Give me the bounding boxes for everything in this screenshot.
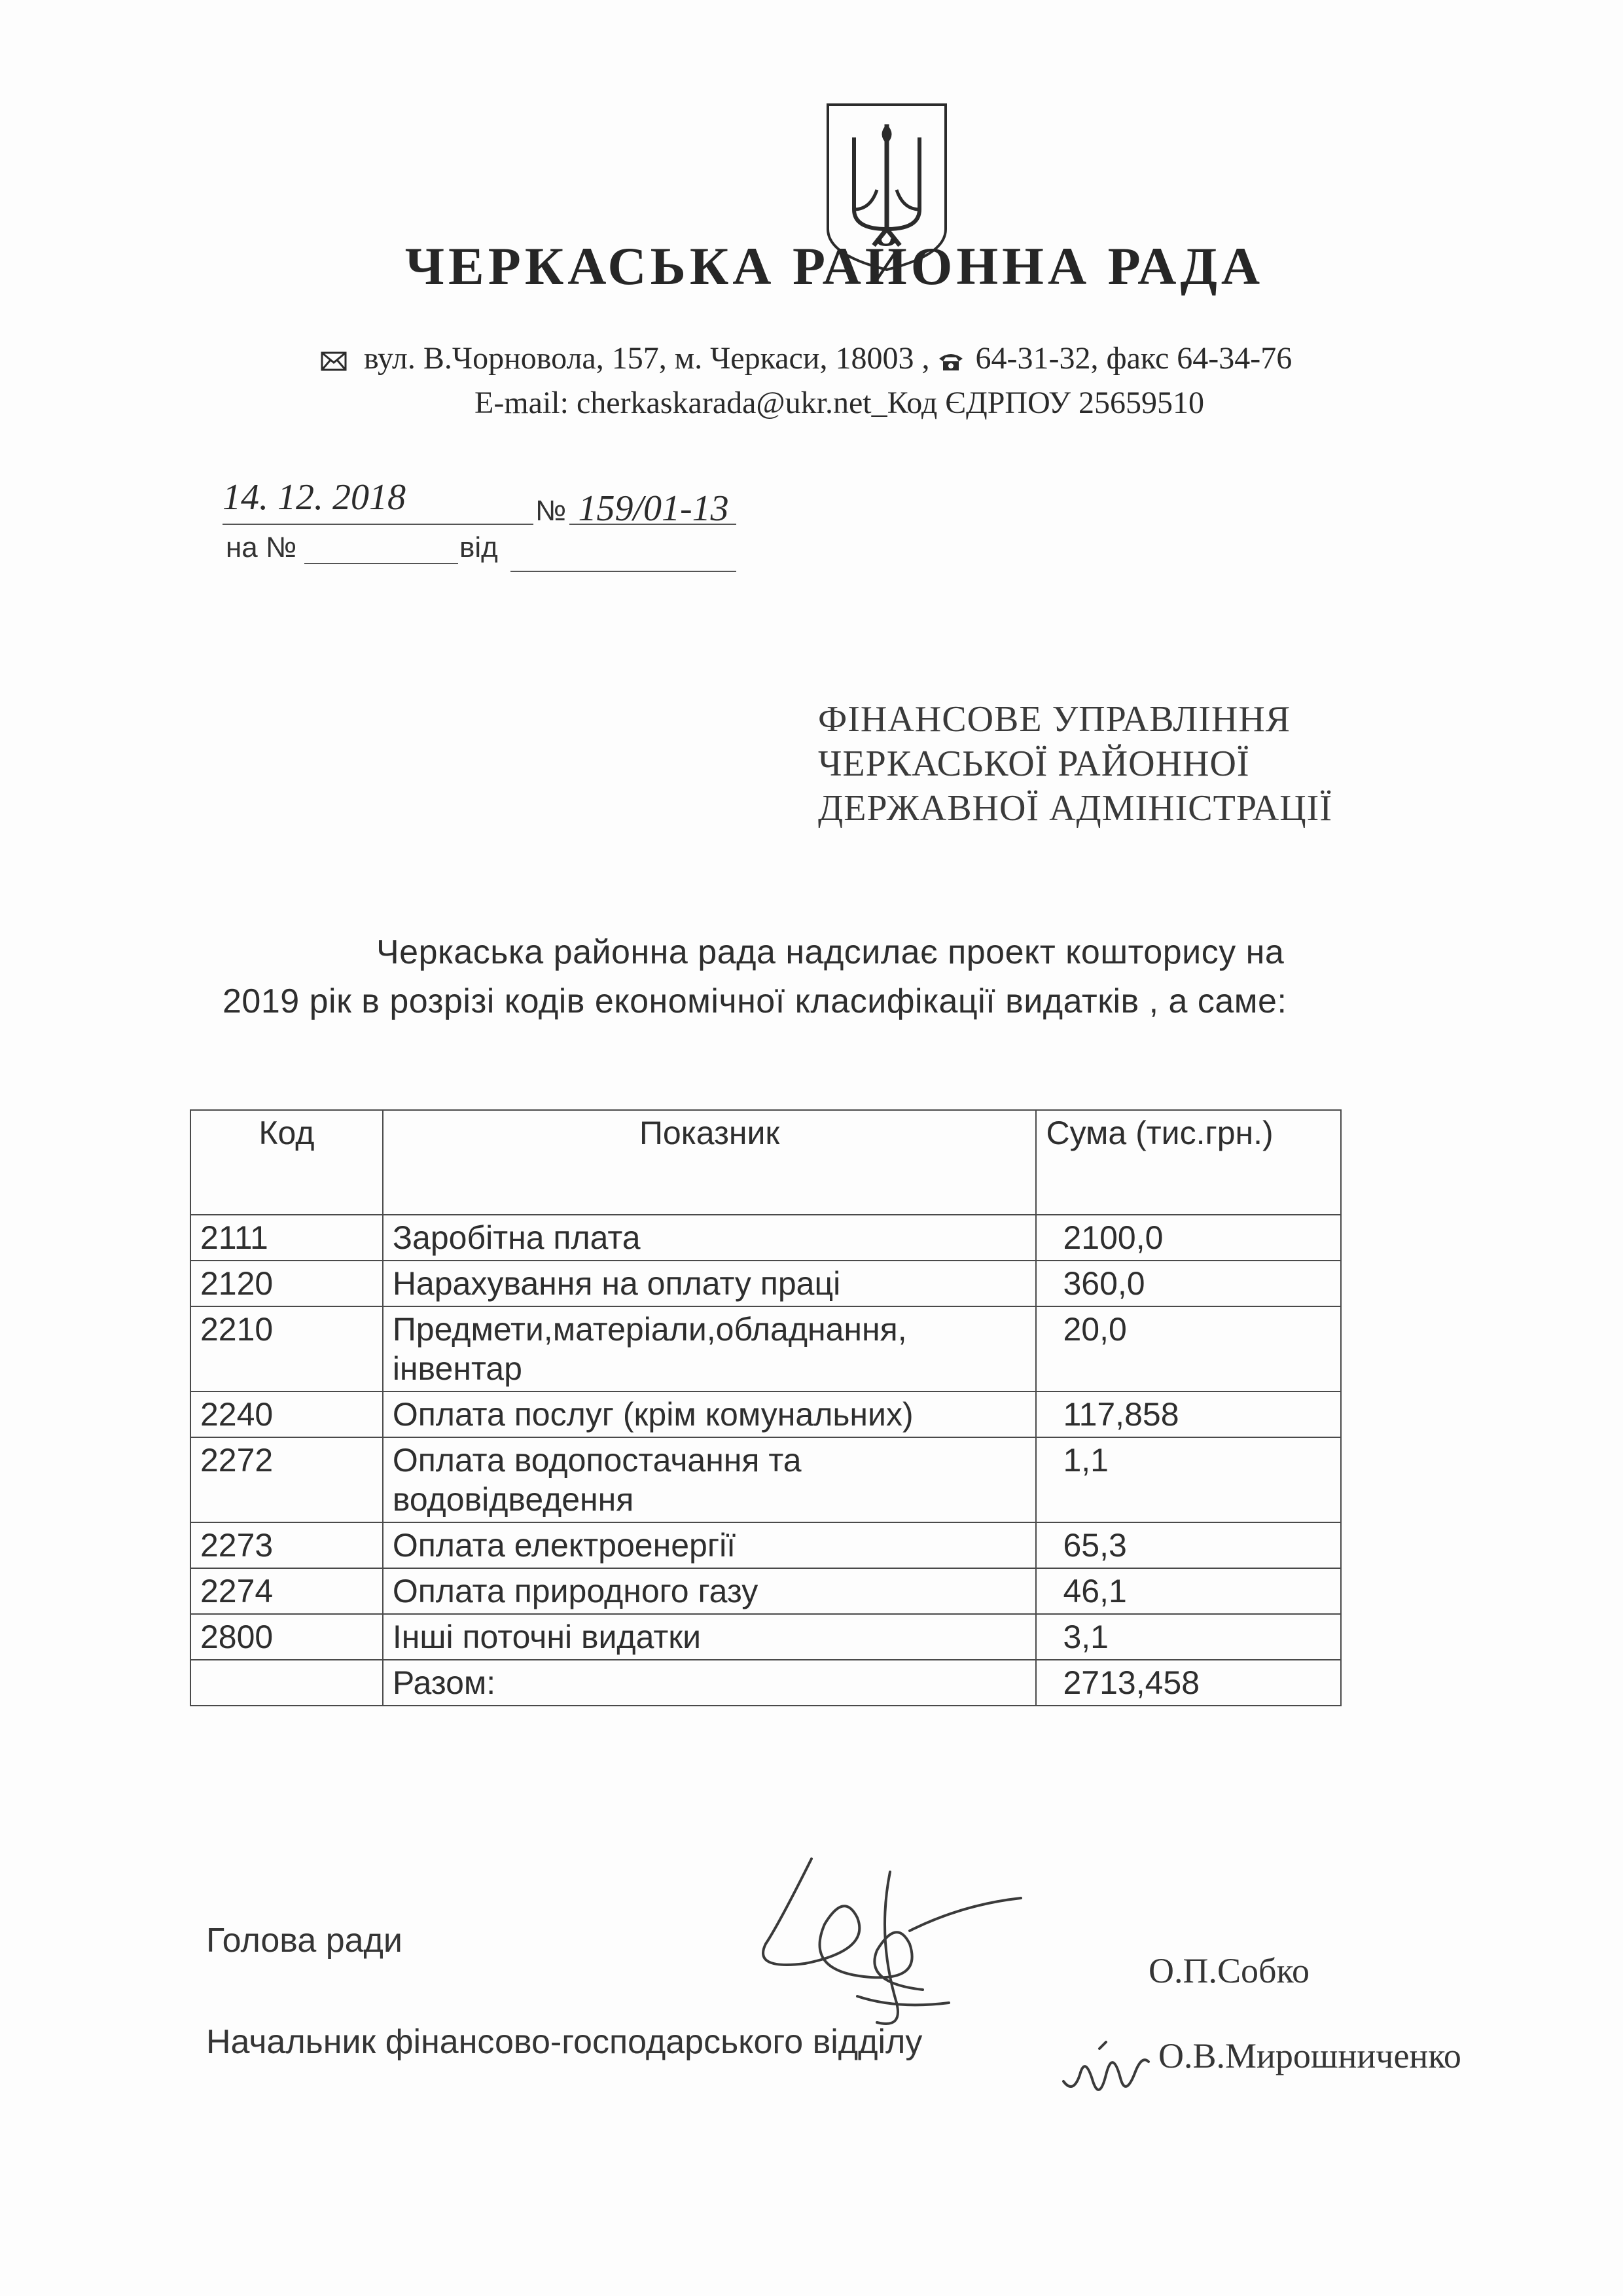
row-code: 2274 [190, 1568, 383, 1614]
table-total-row [190, 1660, 1341, 1706]
table-row [190, 1522, 1341, 1568]
addressee-block [818, 697, 1332, 831]
table-row [190, 1568, 1341, 1614]
row-indicator: Нарахування на оплату праці [383, 1261, 1037, 1306]
finance-name: О.В.Мирошниченко [1158, 2036, 1461, 2075]
organization-name: ЧЕРКАСЬКА РАЙОННА РАДА [404, 236, 1264, 296]
row-sum: 65,3 [1036, 1522, 1341, 1568]
from-label: від [459, 531, 498, 564]
address-text: вул. В.Чорновола, 157, м. Черкаси, 18003 , [364, 341, 930, 376]
row-sum: 20,0 [1036, 1306, 1341, 1391]
addressee-line: ФІНАНСОВЕ УПРАВЛІННЯ [818, 699, 1291, 740]
row-indicator: Інші поточні видатки [383, 1614, 1037, 1660]
mail-icon [321, 351, 347, 371]
phones-text: 64-31-32, факс 64-34-76 [975, 341, 1293, 376]
total-code-empty [190, 1660, 383, 1706]
row-indicator: Оплата природного газу [383, 1568, 1037, 1614]
total-label: Разом: [383, 1660, 1037, 1706]
number-label: № [535, 495, 567, 527]
row-code: 2800 [190, 1614, 383, 1660]
budget-table [190, 1109, 1342, 1706]
row-code: 2210 [190, 1306, 383, 1391]
addressee-line: ЧЕРКАСЬКОЇ РАЙОННОЇ [818, 744, 1250, 784]
row-code: 2272 [190, 1437, 383, 1522]
row-code: 2240 [190, 1391, 383, 1437]
row-indicator: Предмети,матеріали,обладнання, інвентар [383, 1306, 1037, 1391]
table-header-row [190, 1110, 1341, 1215]
head-signature [726, 1846, 1034, 2036]
date-underline [223, 524, 533, 525]
table-row [190, 1614, 1341, 1660]
header-indicator: Показник [383, 1110, 1037, 1215]
body-line-1: Черкаська районна рада надсилає проект кошторису на [376, 933, 1285, 971]
row-code: 2273 [190, 1522, 383, 1568]
body-line-2: 2019 рік в розрізі кодів економічної класифікації видатків , а саме: [223, 982, 1287, 1020]
phone-icon [936, 350, 965, 373]
registration-date-row [223, 476, 406, 518]
row-sum: 117,858 [1036, 1391, 1341, 1437]
row-indicator: Заробітна плата [383, 1215, 1037, 1261]
row-indicator: Оплата водопостачання та водовідведення [383, 1437, 1037, 1522]
header-sum: Сума (тис.грн.) [1036, 1110, 1341, 1215]
table-row [190, 1215, 1341, 1261]
registration-date: 14. 12. 2018 [223, 477, 406, 518]
table-row [190, 1261, 1341, 1306]
row-indicator: Оплата електроенергії [383, 1522, 1037, 1568]
head-name: О.П.Собко [1149, 1951, 1310, 1990]
table-row [190, 1437, 1341, 1522]
addressee-line: ДЕРЖАВНОЇ АДМІНІСТРАЦІЇ [818, 788, 1332, 829]
row-sum: 46,1 [1036, 1568, 1341, 1614]
contact-address-line [321, 340, 1292, 376]
row-code: 2111 [190, 1215, 383, 1261]
registration-number: 159/01-13 [578, 488, 729, 529]
row-sum: 3,1 [1036, 1614, 1341, 1660]
number-underline [569, 524, 736, 525]
table-row [190, 1306, 1341, 1391]
reply-date-underline [510, 571, 736, 572]
row-indicator: Оплата послуг (крім комунальних) [383, 1391, 1037, 1437]
email-line: E-mail: cherkaskarada@ukr.net_Код ЄДРПОУ 25659510 [474, 386, 1205, 420]
finance-signature [1060, 2036, 1152, 2108]
row-sum: 2100,0 [1036, 1215, 1341, 1261]
table-row [190, 1391, 1341, 1437]
row-sum: 360,0 [1036, 1261, 1341, 1306]
row-sum: 1,1 [1036, 1437, 1341, 1522]
total-sum: 2713,458 [1036, 1660, 1341, 1706]
row-code: 2120 [190, 1261, 383, 1306]
head-role: Голова ради [206, 1922, 402, 1960]
reply-to-label: на № [226, 531, 297, 564]
header-code: Код [190, 1110, 383, 1215]
finance-role: Начальник фінансово-господарського відділу [206, 2023, 923, 2061]
reply-number-underline [304, 563, 458, 564]
